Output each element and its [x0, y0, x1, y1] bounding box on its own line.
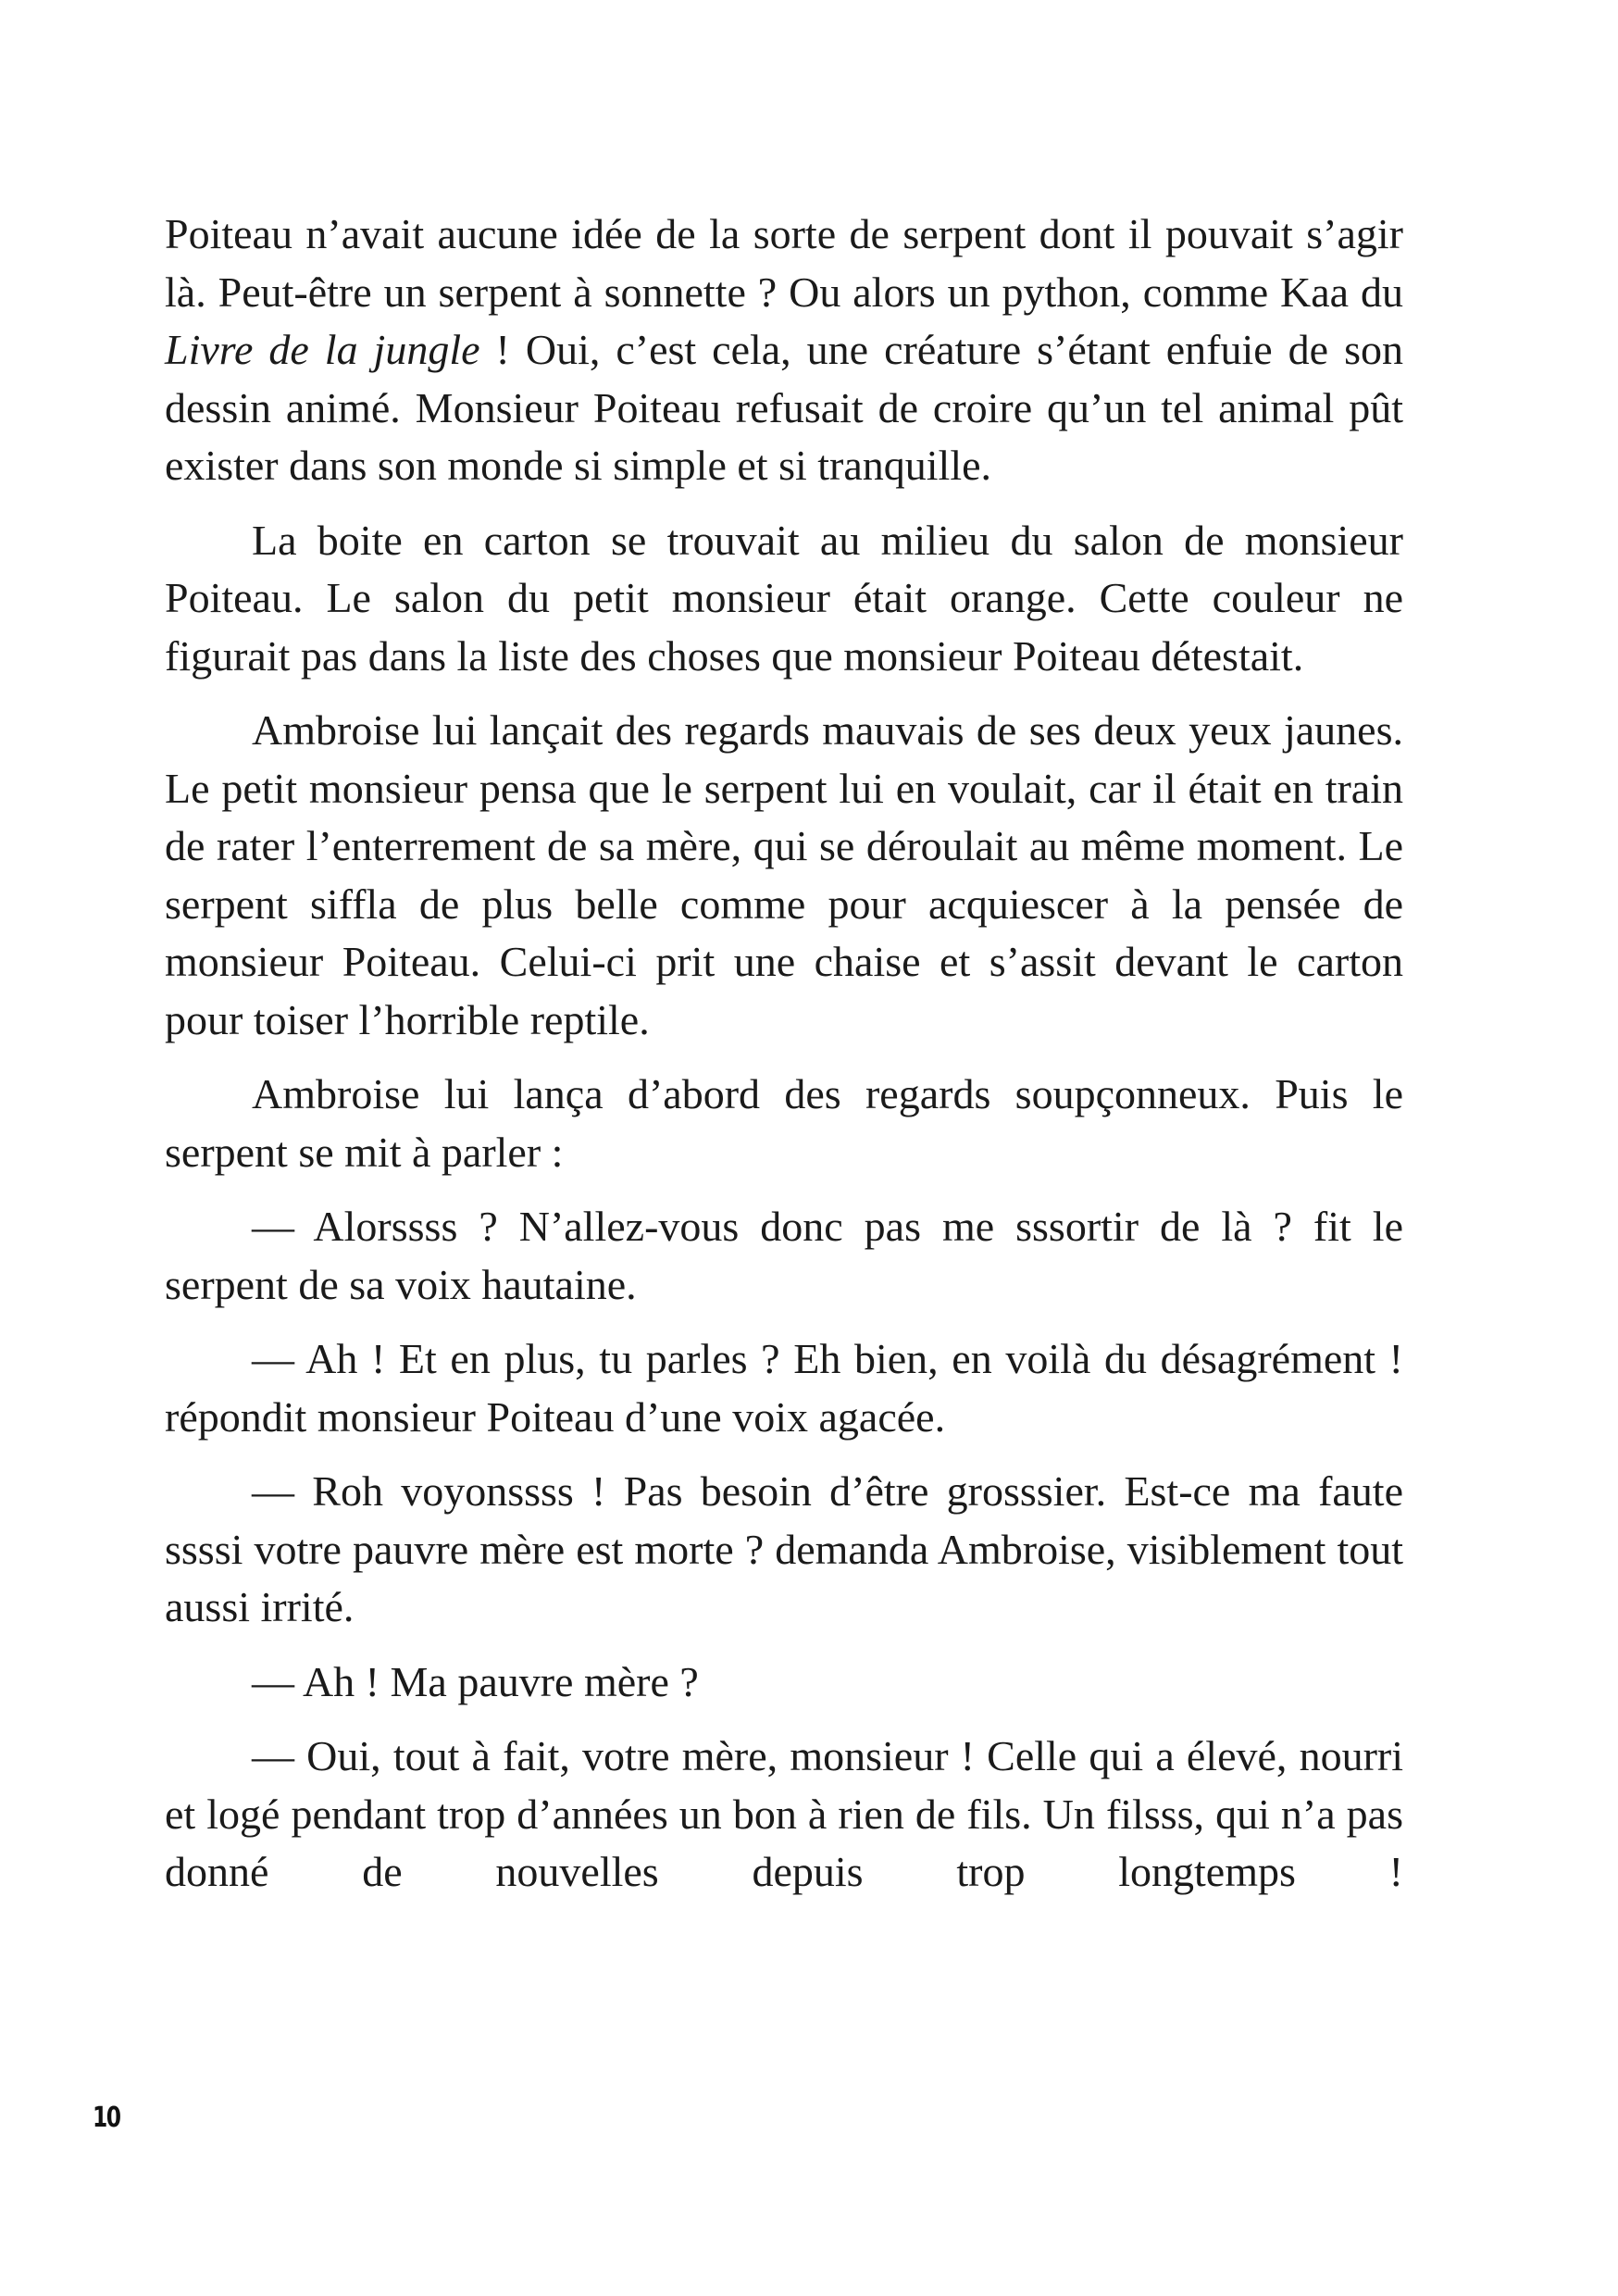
paragraph-4: Ambroise lui lança d’abord des regards soupçonneux. Puis le serpent se mit à parler : [165, 1070, 1403, 1176]
page-number: 10 [93, 2102, 120, 2134]
paragraph-1-after: ! Oui, c’est cela, une créature s’étant enfuie de son dessin animé. Monsieur Poiteau refusait de croire qu’un tel animal pût exister dans son monde si simple et si tranquille. [165, 326, 1403, 489]
paragraph-3: Ambroise lui lançait des regards mauvais de ses deux yeux jaunes. Le petit monsieur pensa que le serpent lui en voulait, car il était en train de rater l’enterrement de sa mère, qui se déroulait au même moment. Le serpent siffla de plus belle comme pour acquiescer à la pensée de monsieur Poiteau. Celui-ci prit une chaise et s’assit devant le carton pour toiser l’horrible reptile. [165, 706, 1403, 1043]
dialogue-3: — Roh voyonssss ! Pas besoin d’être grosssier. Est-ce ma faute ssssi votre pauvre mère est morte ? demanda Ambroise, visiblement tout aussi irrité. [165, 1467, 1403, 1630]
body-text [165, 206, 1403, 1902]
dialogue-1: — Alorssss ? N’allez-vous donc pas me sssortir de là ? fit le serpent de sa voix hautaine. [165, 1203, 1403, 1308]
paragraph-1-before: Poiteau n’avait aucune idée de la sorte de serpent dont il pouvait s’agir là. Peut-être un serpent à sonnette ? Ou alors un python, comme Kaa du [165, 210, 1403, 316]
dialogue-4: — Ah ! Ma pauvre mère ? [252, 1657, 699, 1705]
dialogue-5: — Oui, tout à fait, votre mère, monsieur ! Celle qui a élevé, nourri et logé pendant trop d’années un bon à rien de fils. Un filsss, qui n’a pas donné de nouvelles depuis trop longtemps ! [165, 1732, 1403, 1895]
paragraph-2: La boite en carton se trouvait au milieu du salon de monsieur Poiteau. Le salon du petit monsieur était orange. Cette couleur ne figurait pas dans la liste des choses que monsieur Poiteau détestait. [165, 516, 1403, 680]
dialogue-2: — Ah ! Et en plus, tu parles ? Eh bien, en voilà du désagrément ! répondit monsieur Poiteau d’une voix agacée. [165, 1335, 1403, 1441]
paragraph-1 [165, 206, 1403, 495]
book-title-emphasis: Livre de la jungle [165, 326, 480, 373]
